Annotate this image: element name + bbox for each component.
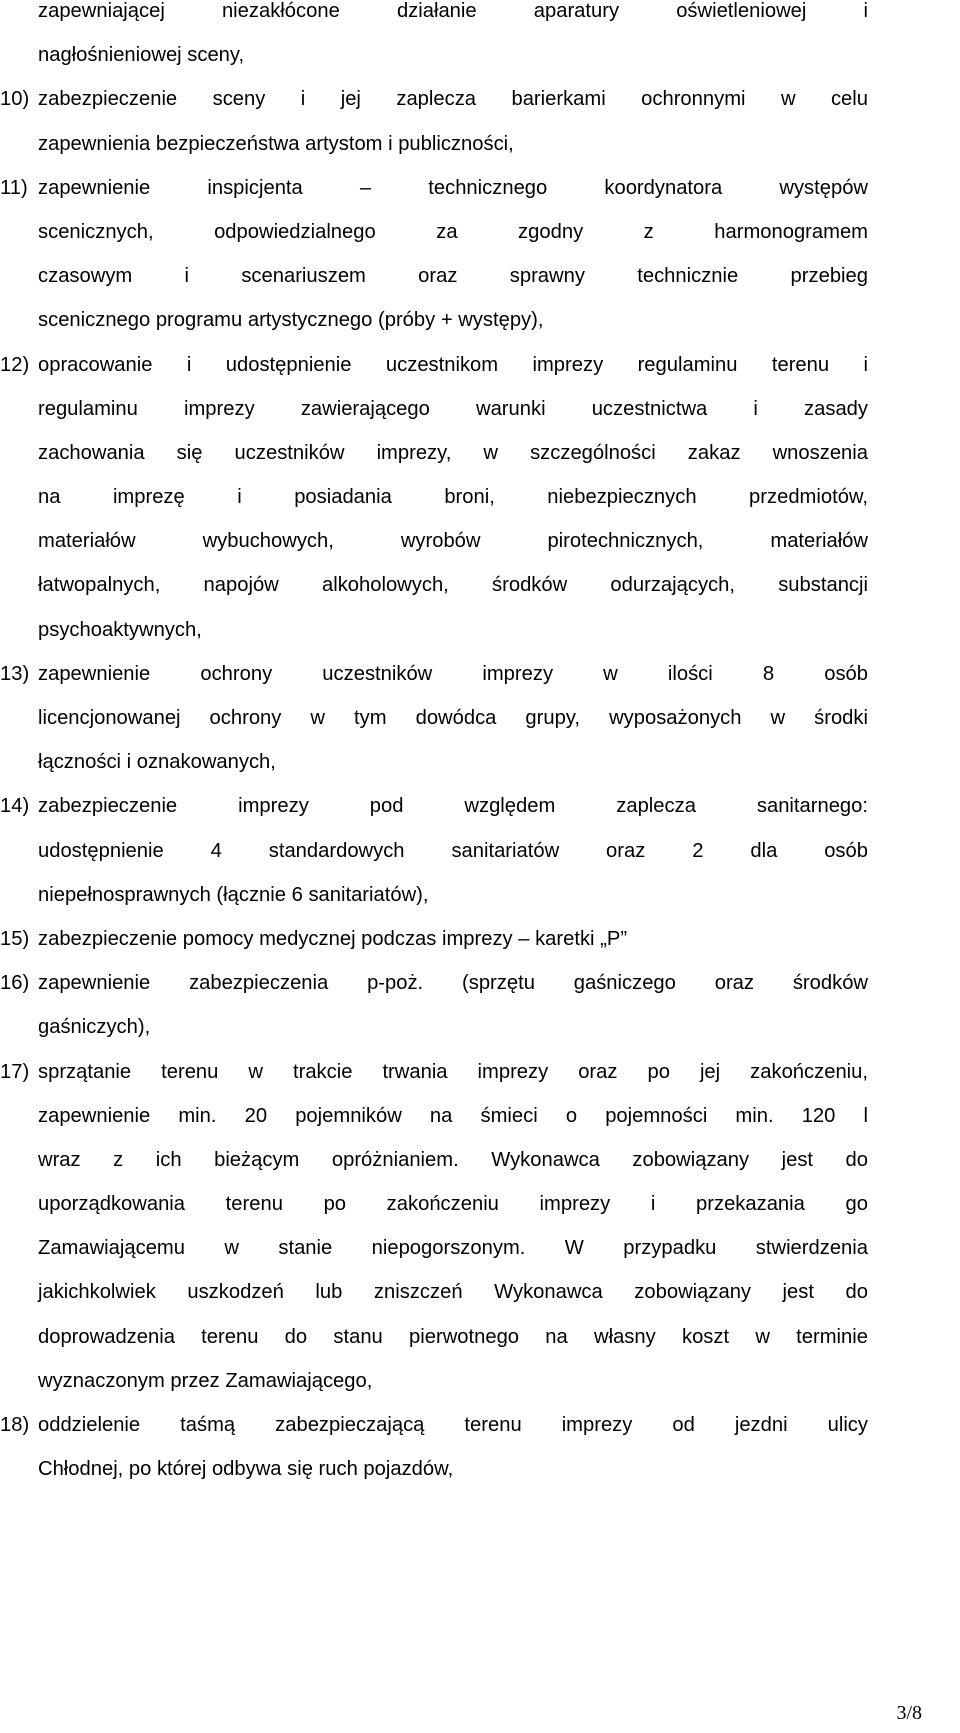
line-text: zapewnienie min. 20 pojemników na śmieci o pojemności min. 120 l: [38, 1104, 868, 1127]
text-line: [38, 387, 868, 431]
line-text: uporządkowania terenu po zakończeniu imprezy i przekazania go: [38, 1193, 868, 1216]
line-text: regulaminu imprezy zawierającego warunki uczestnictwa i zasady: [38, 397, 868, 420]
text-line: 11) zapewnienie inspicjenta – technicznego koordynatora występów: [38, 166, 868, 210]
text-line: [38, 1315, 868, 1359]
text-line: [38, 475, 868, 519]
text-line: [38, 298, 868, 342]
text-line: [38, 696, 868, 740]
text-line: 17) sprzątanie terenu w trakcie trwania imprezy oraz po jej zakończeniu,: [38, 1050, 868, 1094]
text-line: [38, 608, 868, 652]
page-number: 3/8: [896, 1702, 922, 1724]
text-line: 14) zabezpieczenie imprezy pod względem zaplecza sanitarnego:: [38, 784, 868, 828]
line-text: Zamawiającemu w stanie niepogorszonym. W przypadku stwierdzenia: [38, 1237, 868, 1260]
line-text: doprowadzenia terenu do stanu pierwotnego na własny koszt w terminie: [38, 1325, 868, 1348]
text-line: [38, 1138, 868, 1182]
line-text: psychoaktywnych,: [38, 618, 202, 641]
text-line: [38, 33, 868, 77]
line-text: sprzątanie terenu w trakcie trwania imprezy oraz po jej zakończeniu,: [38, 1060, 868, 1083]
text-line: [38, 431, 868, 475]
text-line: [38, 740, 868, 784]
line-text: udostępnienie 4 standardowych sanitariatów oraz 2 dla osób: [38, 839, 868, 862]
line-text: niepełnosprawnych (łącznie 6 sanitariatów),: [38, 883, 429, 906]
line-text: nagłośnieniowej sceny,: [38, 44, 245, 67]
line-text: zabezpieczenie sceny i jej zaplecza barierkami ochronnymi w celu: [38, 88, 868, 111]
text-line: 13) zapewnienie ochrony uczestników imprezy w ilości 8 osób: [38, 652, 868, 696]
line-text: jakichkolwiek uszkodzeń lub zniszczeń Wykonawca zobowiązany jest do: [38, 1281, 868, 1304]
text-line: [38, 1182, 868, 1226]
text-line: [38, 873, 868, 917]
text-line: [38, 1359, 868, 1403]
line-text: gaśniczych),: [38, 1016, 151, 1039]
line-text: zabezpieczenie pomocy medycznej podczas imprezy – karetki „P”: [38, 927, 628, 950]
line-text: wraz z ich bieżącym opróżnianiem. Wykonawca zobowiązany jest do: [38, 1148, 868, 1171]
line-text: scenicznych, odpowiedzialnego za zgodny z harmonogramem: [38, 220, 868, 243]
line-text: czasowym i scenariuszem oraz sprawny technicznie przebieg: [38, 265, 868, 288]
text-line: [38, 210, 868, 254]
text-line: [38, 1226, 868, 1270]
text-line: [38, 829, 868, 873]
text-line: [38, 254, 868, 298]
line-text: zachowania się uczestników imprezy, w szczególności zakaz wnoszenia: [38, 441, 868, 464]
text-line: [38, 0, 868, 33]
line-text: scenicznego programu artystycznego (próby + występy),: [38, 309, 544, 332]
line-text: wyznaczonym przez Zamawiającego,: [38, 1369, 373, 1392]
text-line: [38, 1094, 868, 1138]
line-text: zabezpieczenie imprezy pod względem zaplecza sanitarnego:: [38, 795, 868, 818]
line-text: Chłodnej, po której odbywa się ruch pojazdów,: [38, 1458, 454, 1481]
line-text: zapewnienia bezpieczeństwa artystom i publiczności,: [38, 132, 514, 155]
line-text: materiałów wybuchowych, wyrobów pirotechnicznych, materiałów: [38, 530, 868, 553]
text-line: [38, 1005, 868, 1049]
line-text: zapewnienie zabezpieczenia p-poż. (sprzętu gaśniczego oraz środków: [38, 972, 868, 995]
text-line: [38, 563, 868, 607]
text-line: [38, 1270, 868, 1314]
line-text: łączności i oznakowanych,: [38, 751, 276, 774]
line-text: zapewniającej niezakłócone działanie aparatury oświetleniowej i: [38, 0, 868, 22]
text-line: [38, 1447, 868, 1491]
text-line: 16) zapewnienie zabezpieczenia p-poż. (sprzętu gaśniczego oraz środków: [38, 961, 868, 1005]
text-line: 18) oddzielenie taśmą zabezpieczającą terenu imprezy od jezdni ulicy: [38, 1403, 868, 1447]
line-text: na imprezę i posiadania broni, niebezpiecznych przedmiotów,: [38, 486, 868, 509]
text-line: [38, 122, 868, 166]
line-text: oddzielenie taśmą zabezpieczającą terenu imprezy od jezdni ulicy: [38, 1414, 868, 1436]
text-line: 10) zabezpieczenie sceny i jej zaplecza barierkami ochronnymi w celu: [38, 77, 868, 121]
text-line: 12) opracowanie i udostępnienie uczestnikom imprezy regulaminu terenu i: [38, 343, 868, 387]
line-text: licencjonowanej ochrony w tym dowódca grupy, wyposażonych w środki: [38, 707, 868, 729]
text-line: [38, 519, 868, 563]
line-text: łatwopalnych, napojów alkoholowych, środków odurzających, substancji: [38, 574, 868, 597]
line-text: zapewnienie inspicjenta – technicznego koordynatora występów: [38, 176, 868, 199]
line-text: zapewnienie ochrony uczestników imprezy w ilości 8 osób: [38, 662, 868, 685]
text-line: 15) zabezpieczenie pomocy medycznej podczas imprezy – karetki „P”: [38, 917, 868, 961]
line-text: opracowanie i udostępnienie uczestnikom imprezy regulaminu terenu i: [38, 353, 868, 376]
